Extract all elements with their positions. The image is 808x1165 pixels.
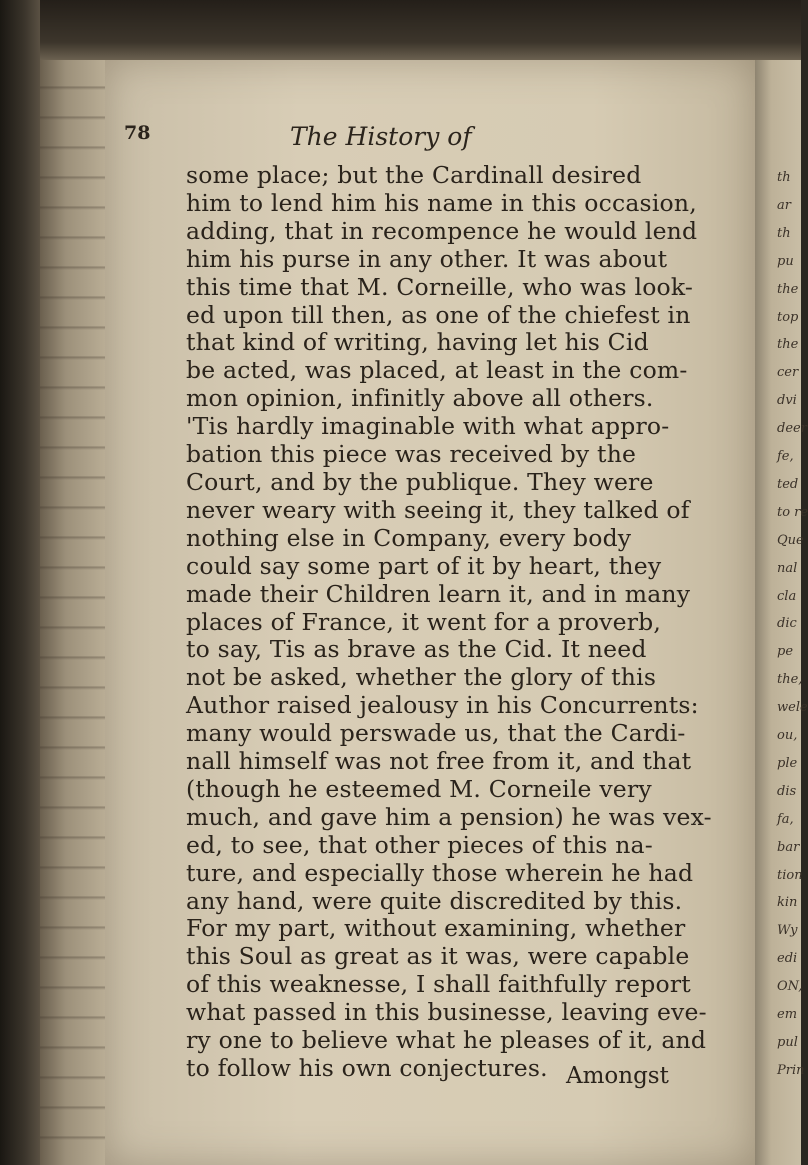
text-line: this time that M. Corneille, who was look- — [186, 272, 694, 301]
next-page-fragment: the, — [777, 672, 803, 688]
next-page-fragment: deer — [777, 421, 807, 437]
next-page-fragment: Prin — [777, 1062, 805, 1078]
next-page-fragment: kin — [777, 895, 798, 911]
text-line: For my part, without examining, whether — [186, 914, 686, 943]
body-text — [186, 162, 742, 1083]
next-page-fragment: pul — [777, 1034, 798, 1050]
text-line: of this weaknesse, I shall faithfully report — [186, 970, 691, 999]
text-line: many would perswade us, that the Cardi- — [186, 719, 686, 748]
text-line: much, and gave him a pension) he was vex- — [186, 802, 712, 831]
next-page-fragment: bar — [777, 839, 800, 855]
page-top-shadow — [40, 0, 801, 60]
text-line: be acted, was placed, at least in the com- — [186, 356, 688, 385]
text-line: to say, Tis as brave as the Cid. It need — [186, 635, 647, 664]
next-page-fragment: dic — [777, 616, 797, 632]
text-line: mon opinion, infinitly above all others. — [186, 384, 654, 413]
next-page-fragment: ON, — [777, 979, 803, 995]
text-line: Author raised jealousy in his Concurrents: — [186, 691, 699, 720]
text-line: 'Tis hardly imaginable with what appro- — [186, 412, 670, 441]
text-line: some place; but the Cardinall desired — [186, 161, 642, 189]
text-line: could say some part of it by heart, they — [186, 551, 662, 580]
page-number: 78 — [124, 122, 151, 144]
next-page-fragment: the — [777, 337, 799, 353]
next-page-fragment: fa, — [777, 811, 794, 827]
text-line: this Soul as great as it was, were capable — [186, 942, 690, 971]
next-page-fragment: edi — [777, 951, 798, 967]
next-page-fragment: fe, — [777, 449, 794, 464]
next-page-fragment: Wy — [777, 923, 798, 939]
next-page-fragment: ple — [777, 755, 798, 771]
next-page-fragment: dvi — [777, 393, 797, 409]
text-line: ry one to believe what he pleases of it, and — [186, 1026, 707, 1055]
running-head: The History of — [290, 122, 472, 151]
next-page-fragment: ted — [777, 476, 799, 492]
text-line: places of France, it went for a proverb, — [186, 607, 662, 636]
text-line: (though he esteemed M. Corneile very — [186, 774, 652, 803]
next-page-fragment: th — [777, 170, 791, 185]
text-line: made their Children learn it, and in many — [186, 579, 691, 608]
text-line: any hand, were quite discredited by this. — [186, 886, 683, 915]
text-line: nall himself was not free from it, and that — [186, 747, 692, 776]
next-page-fragment: ou, — [777, 728, 798, 743]
text-line: to follow his own conjectures. — [186, 1054, 548, 1082]
next-page-fragment: nal — [777, 560, 798, 576]
next-page-fragment: ar — [777, 197, 791, 213]
text-line: not be asked, whether the glory of this — [186, 663, 657, 692]
next-page-fragment: em — [777, 1007, 798, 1022]
book-gutter — [0, 0, 40, 1165]
next-page-fragment: cer — [777, 365, 799, 381]
next-page-fragment: the — [777, 281, 799, 297]
next-page-fragment: cla — [777, 588, 797, 604]
next-page-fragment: th — [777, 225, 791, 241]
text-line: nothing else in Company, every body — [186, 523, 632, 552]
next-page-edge — [755, 60, 808, 1165]
next-page-fragment: Que — [777, 532, 804, 548]
next-page-fragment: pe — [777, 644, 794, 660]
next-page-fragment: top — [777, 309, 799, 325]
facing-page-edge — [40, 0, 105, 1165]
text-line: ture, and especially those wherein he had — [186, 858, 694, 887]
next-page-fragment: to re — [777, 504, 808, 520]
next-page-fragment: pu — [777, 253, 794, 269]
text-line: that kind of writing, having let his Cid — [186, 328, 649, 357]
next-page-fragment: dis — [777, 783, 797, 799]
text-line: ed upon till then, as one of the chiefest in — [186, 300, 691, 329]
text-line: never weary with seeing it, they talked of — [186, 495, 690, 524]
catchword: Amongst — [566, 1063, 669, 1089]
text-line: Court, and by the publique. They were — [186, 467, 654, 496]
next-page-fragment: tion — [777, 867, 803, 883]
next-page-fragment: wele — [777, 700, 808, 716]
text-line: ed, to see, that other pieces of this na- — [186, 830, 653, 859]
text-line: what passed in this businesse, leaving eve- — [186, 998, 707, 1027]
text-line: adding, that in recompence he would lend — [186, 216, 698, 245]
text-line: bation this piece was received by the — [186, 440, 637, 469]
text-line: him to lend him his name in this occasion, — [186, 188, 697, 217]
text-line: him his purse in any other. It was about — [186, 244, 668, 273]
